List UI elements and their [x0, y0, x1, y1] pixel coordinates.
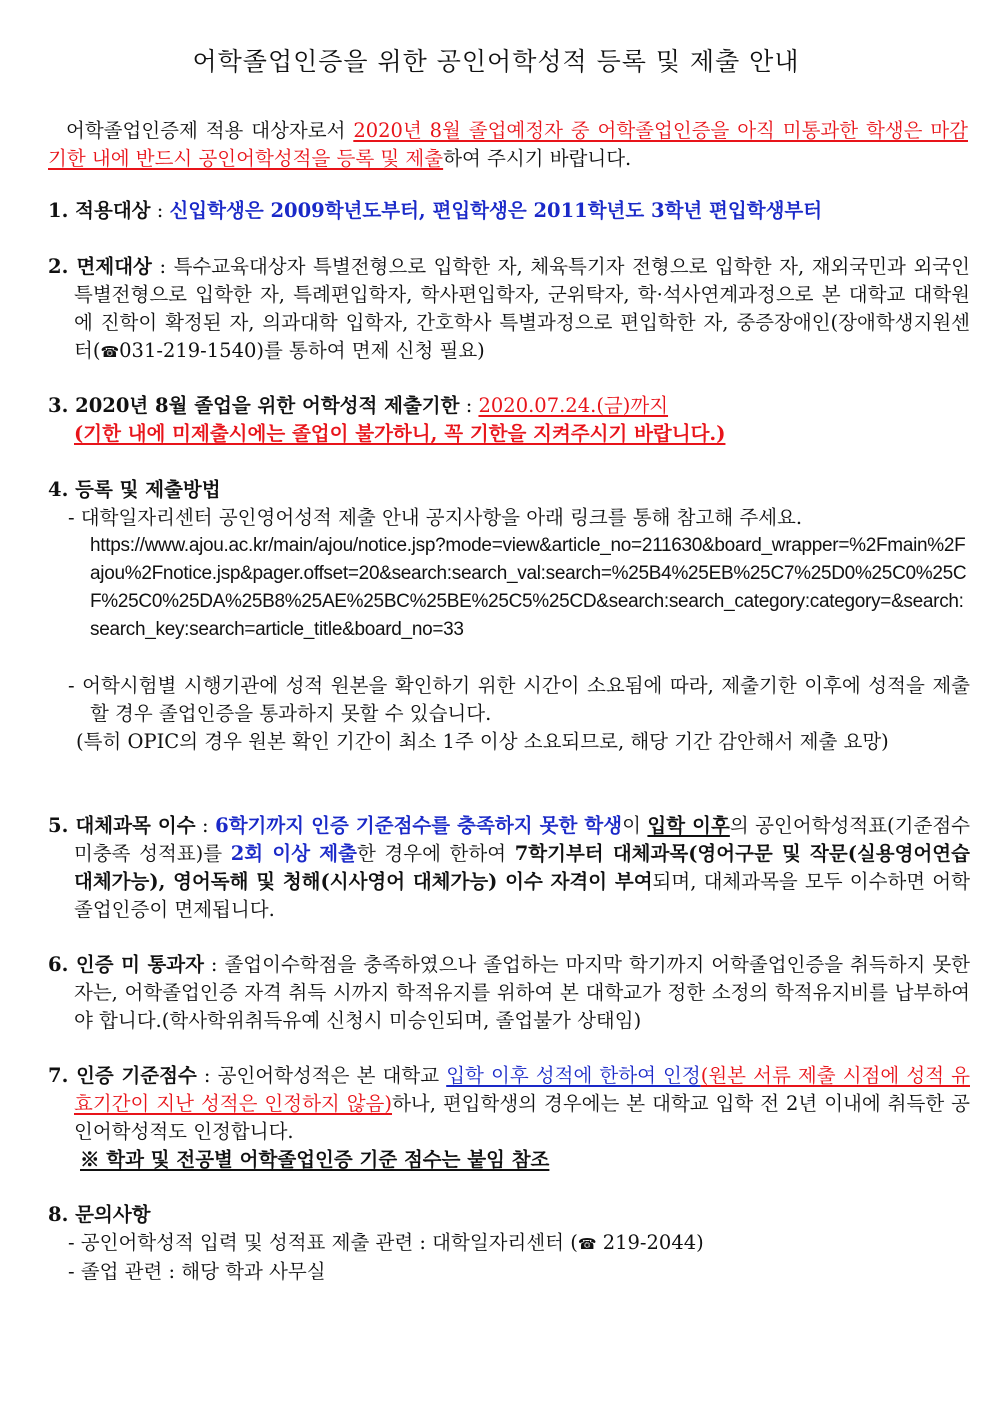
section-5: [48, 812, 970, 924]
phone-icon: ☎: [577, 1235, 597, 1253]
deadline-date: 2020.07.24.(금)까지: [478, 394, 669, 417]
deadline-warning: (기한 내에 미제출시에는 졸업이 불가하니, 꼭 기한을 지켜주시기 바랍니다.): [74, 422, 726, 445]
section-4: [48, 476, 970, 756]
intro-text-end: 하여 주시기 바랍니다.: [443, 147, 632, 170]
section-5-text-4: 되며, 대체과목을 모두 이수하면 어학졸업인증이 면제됩니다.: [74, 870, 970, 921]
phone-icon: ☎: [100, 343, 120, 361]
section-2-body-end: 031-219-1540)를 통하여 면제 신청 필요): [119, 339, 485, 362]
section-8-heading: 8. 문의사항: [48, 1203, 151, 1226]
section-5-text-3: 한 경우에 한하여: [356, 842, 515, 865]
section-5-blue-2: 2회 이상 제출: [230, 842, 357, 865]
section-8-item-2: - 졸업 관련 : 해당 학과 사무실: [68, 1260, 326, 1283]
section-5-heading: 5. 대체과목 이수: [48, 814, 196, 837]
section-2: [48, 253, 970, 366]
intro-highlight: 2020년 8월 졸업예정자 중 어학졸업인증을 아직 미통과한 학생은 마감 기한 내에 반드시 공인어학성적을 등록 및 제출: [48, 119, 968, 170]
section-1-sep: :: [150, 199, 170, 222]
section-4-heading: 4. 등록 및 제출방법: [48, 478, 221, 501]
section-8-item-1-end: 219-2044): [596, 1231, 704, 1254]
section-3-sep: :: [459, 394, 479, 417]
section-6-body: : 졸업이수학점을 충족하였으나 졸업하는 마지막 학기까지 어학졸업인증을 취득하지 못한 자는, 어학졸업인증 자격 취득 시까지 학적유지를 위하여 본 대학교가 정한 소정의 학적유지비를 납부하여야 합니다.(학사학위취득유예 신청시 미승인되며, 졸업불가 상태임): [74, 953, 971, 1032]
section-5-bold: 7학기부터 대체과목(영어구문 및 작문(실용영어연습 대체가능), 영어독해 및 청해(시사영어 대체가능) 이수 자격이 부여: [74, 842, 970, 893]
section-7-heading: 7. 인증 기준점수: [48, 1064, 197, 1087]
section-4-item-1: - 대학일자리센터 공인영어성적 제출 안내 공지사항을 아래 링크를 통해 참고해 주세요.: [68, 506, 803, 529]
section-7-red: (원본 서류 제출 시점에 성적 유효기간이 지난 성적은 인정하지 않음): [74, 1064, 970, 1115]
page-title: 어학졸업인증을 위한 공인어학성적 등록 및 제출 안내: [192, 47, 800, 76]
section-5-text-2: 의 공인어학성적표(기준점수 미충족 성적표)를: [74, 814, 970, 865]
intro-text: 어학졸업인증제 적용 대상자로서: [66, 119, 354, 142]
section-4-item-2: - 어학시험별 시행기관에 성적 원본을 확인하기 위한 시간이 소요됨에 따라, 제출기한 이후에 성적을 제출할 경우 졸업인증을 통과하지 못할 수 있습니다.: [68, 674, 970, 725]
section-5-blue-1: 6학기까지 인증 기준점수를 충족하지 못한 학생: [215, 814, 623, 837]
section-7-note: ※ 학과 및 전공별 어학졸업인증 기준 점수는 붙임 참조: [80, 1148, 550, 1171]
section-5-sep: :: [195, 814, 216, 837]
section-5-text-1: 이: [622, 814, 648, 837]
section-7-blue: 입학 이후 성적에 한하여 인정: [446, 1064, 701, 1087]
section-8: [48, 1201, 970, 1286]
section-2-body: : 특수교육대상자 특별전형으로 입학한 자, 체육특기자 전형으로 입학한 자, 재외국민과 외국인 특별전형으로 입학한 자, 특례편입학자, 학사편입학자, 군위탁자, 학·석사연계과정으로 본 대학교 대학원에 진학이 확정된 자, 의과대학 입학자, 간호학사 특별과정으로 편입학한 자, 중증장애인(장애학생지원센터(: [74, 255, 970, 362]
section-8-item-1: - 공인어학성적 입력 및 성적표 제출 관련 : 대학일자리센터 (: [68, 1231, 578, 1254]
notice-link[interactable]: https://www.ajou.ac.kr/main/ajou/notice.jsp?mode=view&article_no=211630&board_wrapper=%2Fmain%2Fajou%2Fnotice.jsp&pager.offset=20&search:search_val:search=%25B4%25EB%25C7%25D0%25C0%25CF%25C0%25DA%25B8%25AE%25BC%25BE%25C5%25CD&search:search_category:category=&search:search_key:search=article_title&board_no=33: [90, 535, 967, 640]
section-1-heading: 1. 적용대상: [48, 199, 151, 222]
section-7-text-2: 하나, 편입학생의 경우에는 본 대학교 입학 전 2년 이내에 취득한 공인어학성적도 인정합니다.: [74, 1092, 970, 1143]
section-5-underline: 입학 이후: [647, 814, 730, 837]
intro-paragraph: [48, 117, 968, 173]
section-2-heading: 2. 면제대상: [48, 255, 152, 278]
section-6: [48, 951, 970, 1035]
section-6-heading: 6. 인증 미 통과자: [48, 953, 204, 976]
section-3-heading: 3. 2020년 8월 졸업을 위한 어학성적 제출기한: [48, 394, 460, 417]
section-4-item-2-note: (특히 OPIC의 경우 원본 확인 기간이 최소 1주 이상 소요되므로, 해당 기간 감안해서 제출 요망): [76, 730, 889, 753]
section-1: [48, 197, 970, 225]
section-1-body: 신입학생은 2009학년도부터, 편입학생은 2011학년도 3학년 편입학생부터: [169, 199, 823, 222]
section-7: [48, 1062, 970, 1174]
section-3: [48, 392, 970, 448]
section-7-text-1: : 공인어학성적은 본 대학교: [196, 1064, 447, 1087]
